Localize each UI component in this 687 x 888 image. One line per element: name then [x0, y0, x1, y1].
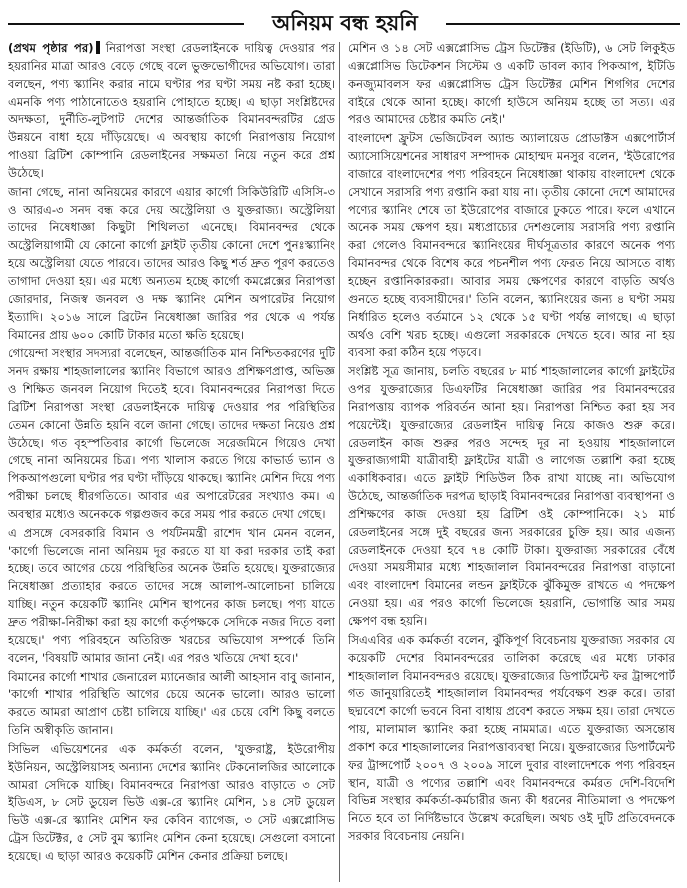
- headline-rule-right: [446, 23, 680, 25]
- column-divider: [339, 42, 340, 882]
- headline: অনিয়ম বন্ধ হয়নি: [244, 8, 446, 38]
- article-paragraph: এ প্রসঙ্গে বেসরকারি বিমান ও পর্যটনমন্ত্রী রাশেদ খান মেনন বলেন, 'কার্গো ভিলেজে নানা অনিয়ম দূর করতে যা যা করা দরকার তাই করা হচ্ছে। তবে আগের চেয়ে পরিস্থিতির অনেক উন্নতি হয়েছে। যুক্তরাজ্যের নিষেধাজ্ঞা প্রত্যাহার করতে তাদের সঙ্গে আলাপ-আলোচনা চালিয়ে যাচ্ছি। নতুন কয়েকটি স্ক্যানিং মেশিন স্থাপনের কাজ চলছে। পণ্য যাতে দ্রুত পরীক্ষা-নিরীক্ষা করা হয় কার্গো কর্তৃপক্ষকে সেদিকে নজর দিতে বলা হয়েছে।' পণ্য পরিবহনে অতিরিক্ত খরচের অভিযোগ সম্পর্কে তিনি বলেন, 'বিষয়টি আমার জানা নেই। এর পরও খতিয়ে দেখা হবে।': [8, 525, 335, 665]
- article-paragraph: মেশিন ও ১৪ সেট এক্সপ্লোসিভ ট্রেস ডিটেক্টর (ইডিটি), ৬ সেট লিকুইড এক্সপ্লোসিভ ডিটেকশন সিস্টেম ও একটি ডাবল ক্যাব পিকআপ, ইটিডি কনজ্যুমাবলস ফর এক্সপ্লোসিভ ট্রেস ডিটেক্টর মেশিন শিগগির দেশের বাইরে থেকে আনা হচ্ছে। কার্গো হাউসে অনিয়ম হচ্ছে তা সত্য। এর পরও আমাদের চেষ্টার কমতি নেই।': [348, 41, 675, 127]
- continuation-byline: (প্রথম পৃষ্ঠার পর): [8, 41, 94, 55]
- article-paragraph: সিভিল এভিয়েশনের এক কর্মকর্তা বলেন, 'যুক্তরাষ্ট্র, ইউরোপীয় ইউনিয়ন, অস্ট্রেলিয়াসহ অন্যান্য দেশের স্ক্যানিং টেকনোলজির আলোকে আমরা সেদিকে যাচ্ছি। বিমানবন্দরে নিরাপত্তা আরও বাড়াতে ৩ সেট ইডিএস, ৮ সেট ডুয়েল ভিউ এক্স-রে স্ক্যানিং মেশিন, ১৪ সেট ডুয়েল ভিউ এক্স-রে স্ক্যানিং মেশিন ফর কেবিন ব্যাগেজ, ৩ সেট এক্সপ্লোসিভ ট্রেস ডিটেক্টর, ৫ সেট বুম স্ক্যানিং মেশিন কেনা হয়েছে। সেগুলো বসানো হয়েছে। এ ছাড়া আরও কয়েকটি মেশিন কেনার প্রক্রিয়া চলছে।: [8, 741, 335, 863]
- article-paragraph: সিএএবির এক কর্মকর্তা বলেন, ঝুঁকিপূর্ণ বিবেচনায় যুক্তরাজ্য সরকার যে কয়েকটি দেশের বিমানবন্দরের তালিকা করেছে এর মধ্যে ঢাকার শাহজালাল বিমানবন্দরও রয়েছে। যুক্তরাজ্যের ডিপার্টমেন্ট ফর ট্রান্সপোর্ট গত জানুয়ারিতেই শাহজালাল বিমানবন্দর পর্যবেক্ষণ শুরু করে। তারা ছদ্মবেশে কার্গো ভবনে বিনা বাধায় প্রবেশ করতে সক্ষম হয়। তারা দেখতে পায়, মালামাল স্ক্যানিং করা হচ্ছে নামমাত্র। এতে যুক্তরাজ্য অসন্তোষ প্রকাশ করে শাহজালালের নিরাপত্তাব্যবস্থা নিয়ে। যুক্তরাজ্যের ডিপার্টমেন্ট ফর ট্রান্সপোর্ট ২০০৭ ও ২০০৯ সালে দুবার বাংলাদেশকে পণ্য পরিবহন স্থান, যাত্রী ও পণ্যের তল্লাশি এবং বিমানবন্দরে কর্মরত দেশি-বিদেশি বিভিন্ন সংস্থার কর্মকর্তা-কর্মচারীর জন্য কী ধরনের নীতিমালা ও পদক্ষেপ নিতে হবে তা নির্দিষ্টভাবে উল্লেখ করেছিল। অথচ ওই দুটি প্রতিবেদনকে সরকার বিবেচনায় নেয়নি।: [348, 632, 675, 844]
- headline-banner: [0, 8, 687, 38]
- headline-rule-left: [8, 23, 244, 25]
- article-paragraph: [8, 40, 335, 183]
- article-column-left: [8, 40, 335, 882]
- article-paragraph: বিমানের কার্গো শাখার জেনারেল ম্যানেজার আলী আহসান বাবু জানান, 'কার্গো শাখার পরিস্থিতি আগের চেয়ে অনেক ভালো। আরও ভালো করতে আমরা আপ্রাণ চেষ্টা চালিয়ে যাচ্ছি।' এর চেয়ে বেশি কিছু বলতে তিনি অস্বীকৃতি জানান।: [8, 669, 335, 738]
- article-column-right: [348, 40, 675, 882]
- article-paragraph: সংশ্লিষ্ট সূত্র জানায়, চলতি বছরের ৮ মার্চ শাহজালালের কার্গো ফ্লাইটের ওপর যুক্তরাজ্যের ডিএফটির নিষেধাজ্ঞা জারির পর বিমানবন্দরের নিরাপত্তায় ব্যাপক পরিবর্তন আনা হয়। নিরাপত্তা নিশ্চিত করা হয় সব পয়েন্টেই। যুক্তরাজ্যের রেডলাইন দায়িত্ব নিয়ে কাজও শুরু করে। রেডলাইন কাজ শুরুর পরও সন্দেহ দূর না হওয়ায় শাহজালালে যুক্তরাজ্যগামী যাত্রীবাহী ফ্লাইটের যাত্রী ও লাগেজ তল্লাশি করা হচ্ছে একাধিকবার। এতে ফ্লাইট শিডিউল ঠিক রাখা যাচ্ছে না। অভিযোগ উঠেছে, আন্তর্জাতিক দরপত্র ছাড়াই বিমানবন্দরের নিরাপত্তা ব্যবস্থাপনা ও প্রশিক্ষণের কাজ দেওয়া হয় ব্রিটিশ ওই কোম্পানিকে। ২১ মার্চ রেডলাইনের সঙ্গে দুই বছরের জন্য সরকারের চুক্তি হয়। আর এজন্য রেডলাইনকে দেওয়া হবে ৭৪ কোটি টাকা। যুক্তরাজ্য সরকারের বেঁধে দেওয়া সময়সীমার মধ্যে শাহজালাল বিমানবন্দরের নিরাপত্তা বাড়ানো এবং বাংলাদেশ বিমানের লন্ডন ফ্লাইটকে ঝুঁকিমুক্ত রাখতে এ পদক্ষেপ নেওয়া হয়। এর পরও কার্গো ভিলেজে হয়রানি, ভোগান্তি আর সময় ক্ষেপণ বন্ধ হয়নি।: [348, 364, 675, 628]
- article-paragraph: বাংলাদেশ ফ্রুটস ভেজিটেবল অ্যান্ড অ্যালায়েড প্রোডাক্টস এক্সপোর্টার্স অ্যাসোসিয়েশনের সাধারণ সম্পাদক মোহাম্মদ মনসুর বলেন, 'ইউরোপের বাজারে বাংলাদেশের পণ্য পরিবহনে নিষেধাজ্ঞা থাকায় বাংলাদেশ থেকে সেখানে সরাসরি পণ্য রপ্তানি করা যায় না। তৃতীয় কোনো দেশে আমাদের পণ্যের স্ক্যানিং শেষে তা ইউরোপের বাজারে ঢুকতে পারে। ফলে এখানে অনেক সময় ক্ষেপণ হয়। মধ্যপ্রাচ্যের দেশগুলোয় সরাসরি পণ্য রপ্তানি করা গেলেও বিমানবন্দরে স্ক্যানিংয়ের দীর্ঘসূত্রতার কারণে অনেক পণ্য বিমানবন্দর থেকে বিশেষ করে পচনশীল পণ্য ফেরত নিয়ে আসতে বাধ্য হচ্ছেন রপ্তানিকারকরা। আবার সময় ক্ষেপণের কারণে বাড়তি অর্থও গুনতে হচ্ছে ব্যবসায়ীদের।' তিনি বলেন, স্ক্যানিংয়ের জন্য ৪ ঘণ্টা সময় নির্ধারিত হলেও বর্তমানে ১২ থেকে ১৫ ঘণ্টা পর্যন্ত লাগছে। এ ছাড়া অর্থও বেশি খরচ হচ্ছে। এগুলো সরকারকে দেখতে হবে। আর না হয় ব্যবসা করা কঠিন হয়ে পড়বে।: [348, 131, 675, 360]
- article-paragraph: জানা গেছে, নানা অনিয়মের কারণে এয়ার কার্গো সিকিউরিটি এসিসি-৩ ও আরএ-৩ সনদ বন্ধ করে দেয় অস্ট্রেলিয়া ও যুক্তরাজ্য। অস্ট্রেলিয়া তাদের নিষেধাজ্ঞা কিছুটা শিথিলতা এনেছে। বিমানবন্দর থেকে অস্ট্রেলিয়াগামী যে কোনো কার্গো ফ্লাইট তৃতীয় কোনো দেশে পুনঃস্ক্যানিং হয়ে অস্ট্রেলিয়া যেতে পারবে। তাদের আরও কিছু শর্ত দ্রুত পূরণ করতেও তাগাদা দেওয়া হয়। এর মধ্যে অন্যতম হচ্ছে কার্গো কমপ্লেক্সের নিরাপত্তা জোরদার, নিজস্ব জনবল ও দক্ষ স্ক্যানিং মেশিন অপারেটর নিয়োগ ইত্যাদি। ২০১৬ সালে ব্রিটেন নিষেধাজ্ঞা জারির পর থেকে এ পর্যন্ত বিমানের প্রায় ৬০০ কোটি টাকার মতো ক্ষতি হয়েছে।: [8, 184, 335, 342]
- article-paragraph: গোয়েন্দা সংস্থার সদস্যরা বলেছেন, আন্তর্জাতিক মান নিশ্চিতকরণের দুটি সনদ রক্ষায় শাহজালালের স্ক্যানিং বিভাগে আরও প্রশিক্ষণপ্রাপ্ত, অভিজ্ঞ ও শিক্ষিত জনবল নিয়োগ দিতেই হবে। বিমানবন্দরের নিরাপত্তা দিতে ব্রিটিশ নিরাপত্তা সংস্থা রেডলাইনকে দায়িত্ব দেওয়ার পর পরিস্থিতির তেমন কোনো উন্নতি হয়নি বলে জানা গেছে। তাদের দক্ষতা নিয়েও প্রশ্ন উঠেছে। গত বৃহস্পতিবার কার্গো ভিলেজে সরেজমিনে গিয়েও দেখা গেছে নানা অনিয়মের চিত্র। পণ্য খালাস করতে গিয়ে কাভার্ড ভ্যান ও পিকআপগুলো ঘণ্টার পর ঘণ্টা দাঁড়িয়ে থাকছে। স্ক্যানিং মেশিন দিয়ে পণ্য পরীক্ষা চলছে ধীরগতিতে। আবার এর অপারেটরের সংখ্যাও কম। এ অবস্থার মধ্যেও অনেককে গল্পগুজব করে সময় পার করতে দেখা গেছে।: [8, 346, 335, 521]
- paragraph-text: নিরাপত্তা সংস্থা রেডলাইনকে দায়িত্ব দেওয়ার পর হয়রানির মাত্রা আরও বেড়ে গেছে বলে ভুক্তভোগীদের অভিযোগ। তারা বলছেন, পণ্য স্ক্যানিং করার নামে ঘণ্টার পর ঘণ্টা সময় নষ্ট করা হচ্ছে। এমনকি পণ্য পাঠানোতেও হয়রানি পোহাতে হচ্ছে। এ ছাড়া সংশ্লিষ্টদের অদক্ষতা, দুর্নীতি-লুটপাট দেশের আন্তর্জাতিক বিমানবন্দরটির গ্রেড উন্নয়নে বাধা হয়ে দাঁড়িয়েছে। এ অবস্থায় কার্গো নিরাপত্তায় নিয়োগ পাওয়া ব্রিটিশ কোম্পানি রেডলাইনের সক্ষমতা নিয়ে নতুন করে প্রশ্ন উঠেছে।: [8, 41, 335, 180]
- byline-bar: [96, 41, 100, 54]
